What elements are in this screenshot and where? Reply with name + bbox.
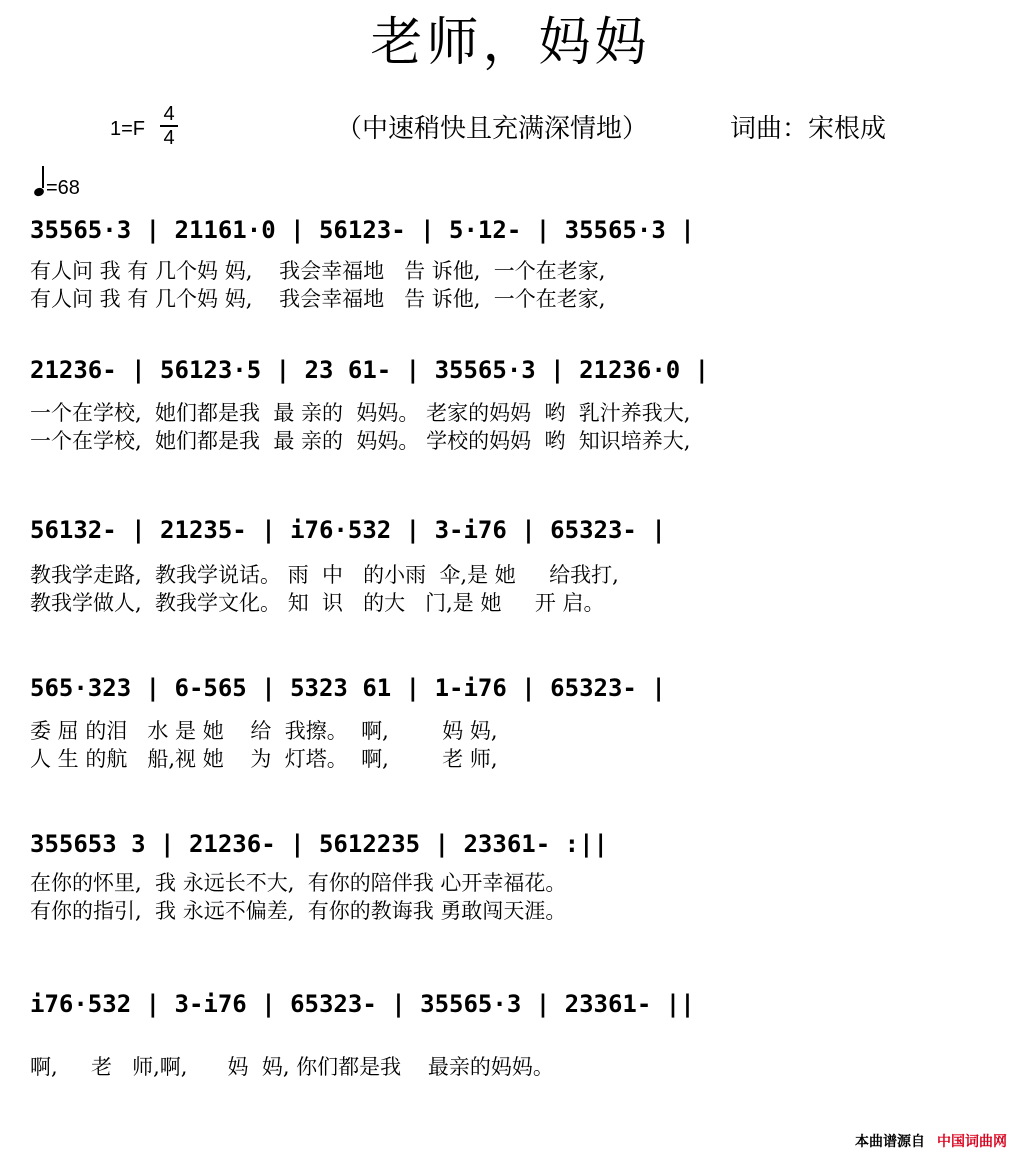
lyric-verse-1: 一个在学校, 她们都是我 最 亲的 妈妈。 老家的妈妈 哟 乳汁养我大,: [30, 401, 691, 425]
lyric-verse-1: 教我学走路, 教我学说话。 雨 中 的小雨 伞,是 她 给我打,: [30, 563, 619, 587]
note-stem: [42, 166, 44, 188]
notation-line: 355653 3 | 21236- | 5612235 | 23361- :||: [30, 830, 608, 858]
notation-line: 21236- | 56123·5 | 23 61- | 35565·3 | 21236·0 |: [30, 356, 710, 384]
song-title: 老师，妈妈: [370, 13, 651, 73]
tempo-marking: （中速稍快且充满深情地）: [336, 114, 649, 144]
quarter-note-icon: [33, 187, 45, 198]
lyric-verse-2: 有你的指引, 我 永远不偏差, 有你的教诲我 勇敢闯天涯。: [30, 899, 567, 923]
lyric-verse-2: 人 生 的航 船,视 她 为 灯塔。 啊, 老 师,: [30, 747, 498, 771]
key-signature: 1=F: [110, 118, 146, 140]
lyric-verse-2: 一个在学校, 她们都是我 最 亲的 妈妈。 学校的妈妈 哟 知识培养大,: [30, 429, 691, 453]
time-signature-top: 4: [163, 103, 175, 125]
time-signature-bottom: 4: [163, 127, 175, 149]
notation-line: 56132- | 21235- | i76·532 | 3-i76 | 65323- |: [30, 516, 666, 544]
bpm-value: =68: [46, 177, 80, 199]
notation-line: 35565·3 | 21161·0 | 56123- | 5·12- | 35565·3 |: [30, 216, 695, 244]
lyric-verse-2: 教我学做人, 教我学文化。 知 识 的大 门,是 她 开 启。: [30, 591, 605, 615]
source-footer: [855, 1131, 1007, 1151]
lyric-verse-1: 在你的怀里, 我 永远长不大, 有你的陪伴我 心开幸福花。: [30, 871, 567, 895]
notation-line: 565·323 | 6-565 | 5323 61 | 1-i76 | 65323- |: [30, 674, 666, 702]
footer-brand-link[interactable]: 中国词曲网: [937, 1133, 1007, 1149]
lyrics-music-credit: 词曲：宋根成: [730, 114, 887, 144]
lyric-verse-1: 委 屈 的泪 水 是 她 给 我擦。 啊, 妈 妈,: [30, 719, 498, 743]
notation-line: i76·532 | 3-i76 | 65323- | 35565·3 | 23361- ||: [30, 990, 695, 1018]
time-signature: [160, 104, 178, 148]
lyric-verse-1: 啊, 老 师,啊, 妈 妈, 你们都是我 最亲的妈妈。: [30, 1055, 554, 1079]
footer-source-label: 本曲谱源自: [855, 1133, 925, 1149]
lyric-verse-2: 有人问 我 有 几个妈 妈, 我会幸福地 告 诉他, 一个在老家,: [30, 287, 606, 311]
lyric-verse-1: 有人问 我 有 几个妈 妈, 我会幸福地 告 诉他, 一个在老家,: [30, 259, 606, 283]
metronome-mark: [34, 172, 80, 200]
